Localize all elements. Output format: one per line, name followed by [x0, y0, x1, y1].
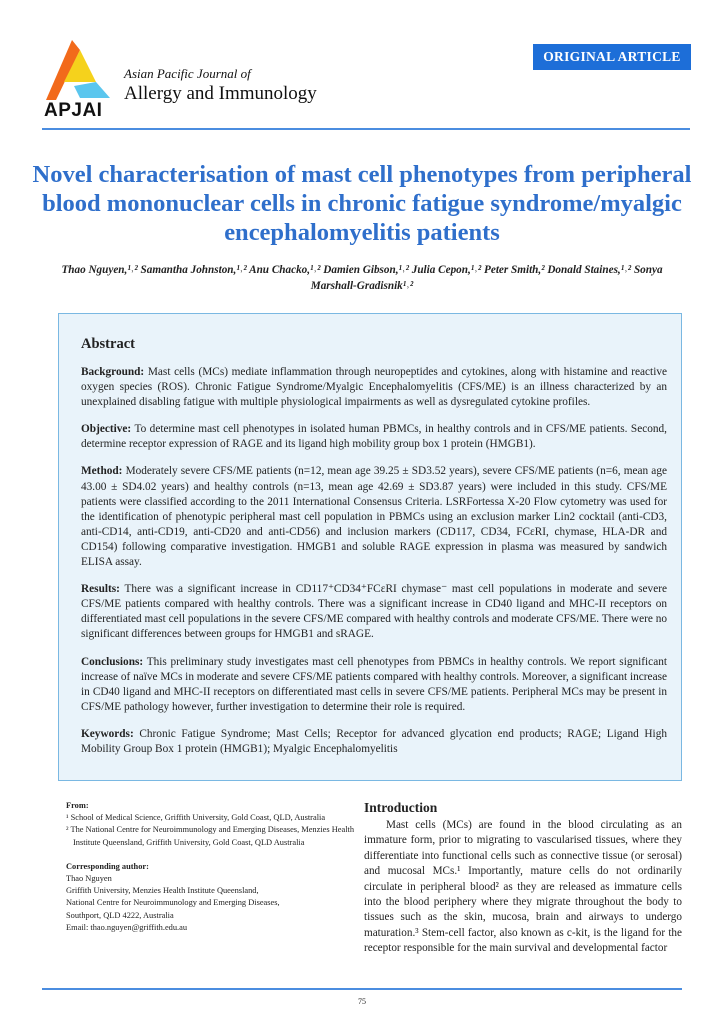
corr-name: Thao Nguyen — [66, 874, 112, 884]
abstract-section-label: Keywords: — [81, 727, 134, 740]
author-list: Thao Nguyen,¹˒² Samantha Johnston,¹˒² Anu Chacko,¹˒² Damien Gibson,¹˒² Julia Cepon,¹˒² Peter Smith,² Donald Staines,¹˒² Sonya Marshall-Gradisnik¹˒² — [61, 264, 663, 292]
article-title: Novel characterisation of mast cell phenotypes from peripheral blood mononuclear cells in chronic fatigue syndrome/myalgic encephalomyelitis patients — [32, 161, 692, 246]
header-divider — [42, 128, 690, 130]
abstract-box — [58, 313, 682, 781]
footer-divider — [42, 988, 682, 990]
corr-email[interactable]: Email: thao.nguyen@griffith.edu.au — [66, 922, 188, 932]
journal-logo — [44, 40, 122, 120]
abstract-section — [81, 464, 667, 570]
introduction-section — [364, 800, 682, 957]
abstract-section-text: This preliminary study investigates mast cell phenotypes from PBMCs in healthy controls. We report significant increase of naïve MCs in moderate and severe CFS/ME patients compared with healthy controls. Moreover, a significant increase in CD40 ligand and MHC-II receptors on differentiated mast cells in severe CFS/ME patients. Peripheral MCs may be present in CFS/ME pathology however, further investigation to determine their role is required. — [81, 655, 667, 713]
abstract-section-text: To determine mast cell phenotypes in isolated human PBMCs, in healthy controls and in CFS/ME patients. Second, determine receptor expression of RAGE and its ligand high mobility group box 1 protein (HMGB1). — [81, 423, 667, 451]
abstract-section-text: Chronic Fatigue Syndrome; Mast Cells; Receptor for advanced glycation end products; RAGE; Ligand High Mobility Group Box 1 protein (HMGB1); Myalgic Encephalomyelitis — [81, 727, 667, 755]
article-type-badge: ORIGINAL ARTICLE — [533, 44, 691, 70]
corr-centre: National Centre for Neuroimmunology and Emerging Diseases, — [66, 898, 280, 908]
abstract-heading: Abstract — [81, 336, 135, 352]
introduction-heading: Introduction — [364, 800, 438, 815]
logo-triangle-icon — [44, 40, 122, 102]
corr-address: Southport, QLD 4222, Australia — [66, 910, 174, 920]
abstract-section — [81, 655, 667, 715]
journal-name — [124, 66, 317, 105]
introduction-text: Mast cells (MCs) are found in the blood circulating as an immature form, prior to migrating to vascularised tissues, where they differentiate into functional cells such as connective tissue (or serosal) and mucosal MCs.¹ Importantly, mature cells do not ordinarily circulate in peripheral blood² as they are released as immature cells into the blood periphery where they migrate throughout the body to tissues such as the skin, mucosa, brain and airways to undergo maturation.³ Stem-cell factor, also known as c-kit, is the ligand for the receptor responsible for the main survival and developmental factor — [364, 819, 682, 955]
abstract-section-label: Background: — [81, 366, 145, 378]
corresponding-heading: Corresponding author: — [66, 861, 149, 871]
page-number: 75 — [358, 997, 366, 1006]
abstract-section — [81, 582, 667, 642]
journal-name-line2: Allergy and Immunology — [124, 83, 317, 104]
affiliation-2: ² The National Centre for Neuroimmunology and Emerging Diseases, Menzies Health Institute Queensland, Griffith University, Gold Coast, QLD Australia — [66, 825, 355, 847]
affiliation-1: ¹ School of Medical Science, Griffith University, Gold Coast, QLD, Australia — [66, 813, 326, 823]
journal-name-line1: Asian Pacific Journal of — [124, 66, 251, 81]
abstract-section-text: Moderately severe CFS/ME patients (n=12, mean age 39.25 ± SD3.52 years), severe CFS/ME patients (n=6, mean age 43.00 ± SD4.02 years) and healthy controls (n=13, mean age 42.69 ± SD3.87 years) were included in this study. CFS/ME patients were classified according to the 2011 International Consensus Criteria. LSRFortessa X-20 Flow cytometry was used for the identification of phenotypic peripheral mast cell population in PBMCs using an exclusion marker Lin2 cocktail (anti-CD3, anti-CD14, anti-CD19, anti-CD20 and anti-CD56) and inclusion markers (CD117, CD34, FCεRI, chymase, HLA-DR and CD154) following comparative investigation. HMGB1 and soluble RAGE expression in plasma was measured by sandwich ELISA assay. — [81, 465, 667, 569]
abstract-section-label: Results: — [81, 583, 120, 596]
from-heading: From: — [66, 801, 89, 810]
abstract-section — [81, 422, 667, 452]
abstract-section-text: There was a significant increase in CD117⁺CD34⁺FCεRI chymase⁻ mast cell populations in moderate and severe CFS/ME patients compared with healthy controls. There was a significant increase in CD40 ligand and MHC-II receptors on differentiated mast cell populations in the severe CFS/ME compared with healthy controls and moderate CFS/ME. There were no significant differences between groups for HMGB1 and sRAGE. — [81, 583, 667, 641]
abstract-section-label: Objective: — [81, 423, 132, 436]
abstract-section-text: Mast cells (MCs) mediate inflammation through neuropeptides and cytokines, along with histamine and reactive oxygen species (ROS). Chronic Fatigue Syndrome/Myalgic Encephalomyelitis (CFS/ME) is an illness characterized by an unexplained disabling fatigue with multiple physiological impairments as well as dysregulated cytokine profiles. — [81, 366, 667, 409]
abstract-section-label: Method: — [81, 465, 123, 478]
logo-text: APJAI — [44, 100, 103, 121]
corr-affiliation: Griffith University, Menzies Health Institute Queensland, — [66, 886, 259, 896]
affiliations — [66, 800, 356, 934]
abstract-section — [81, 727, 667, 757]
abstract-section — [81, 365, 667, 410]
abstract-section-label: Conclusions: — [81, 655, 144, 668]
